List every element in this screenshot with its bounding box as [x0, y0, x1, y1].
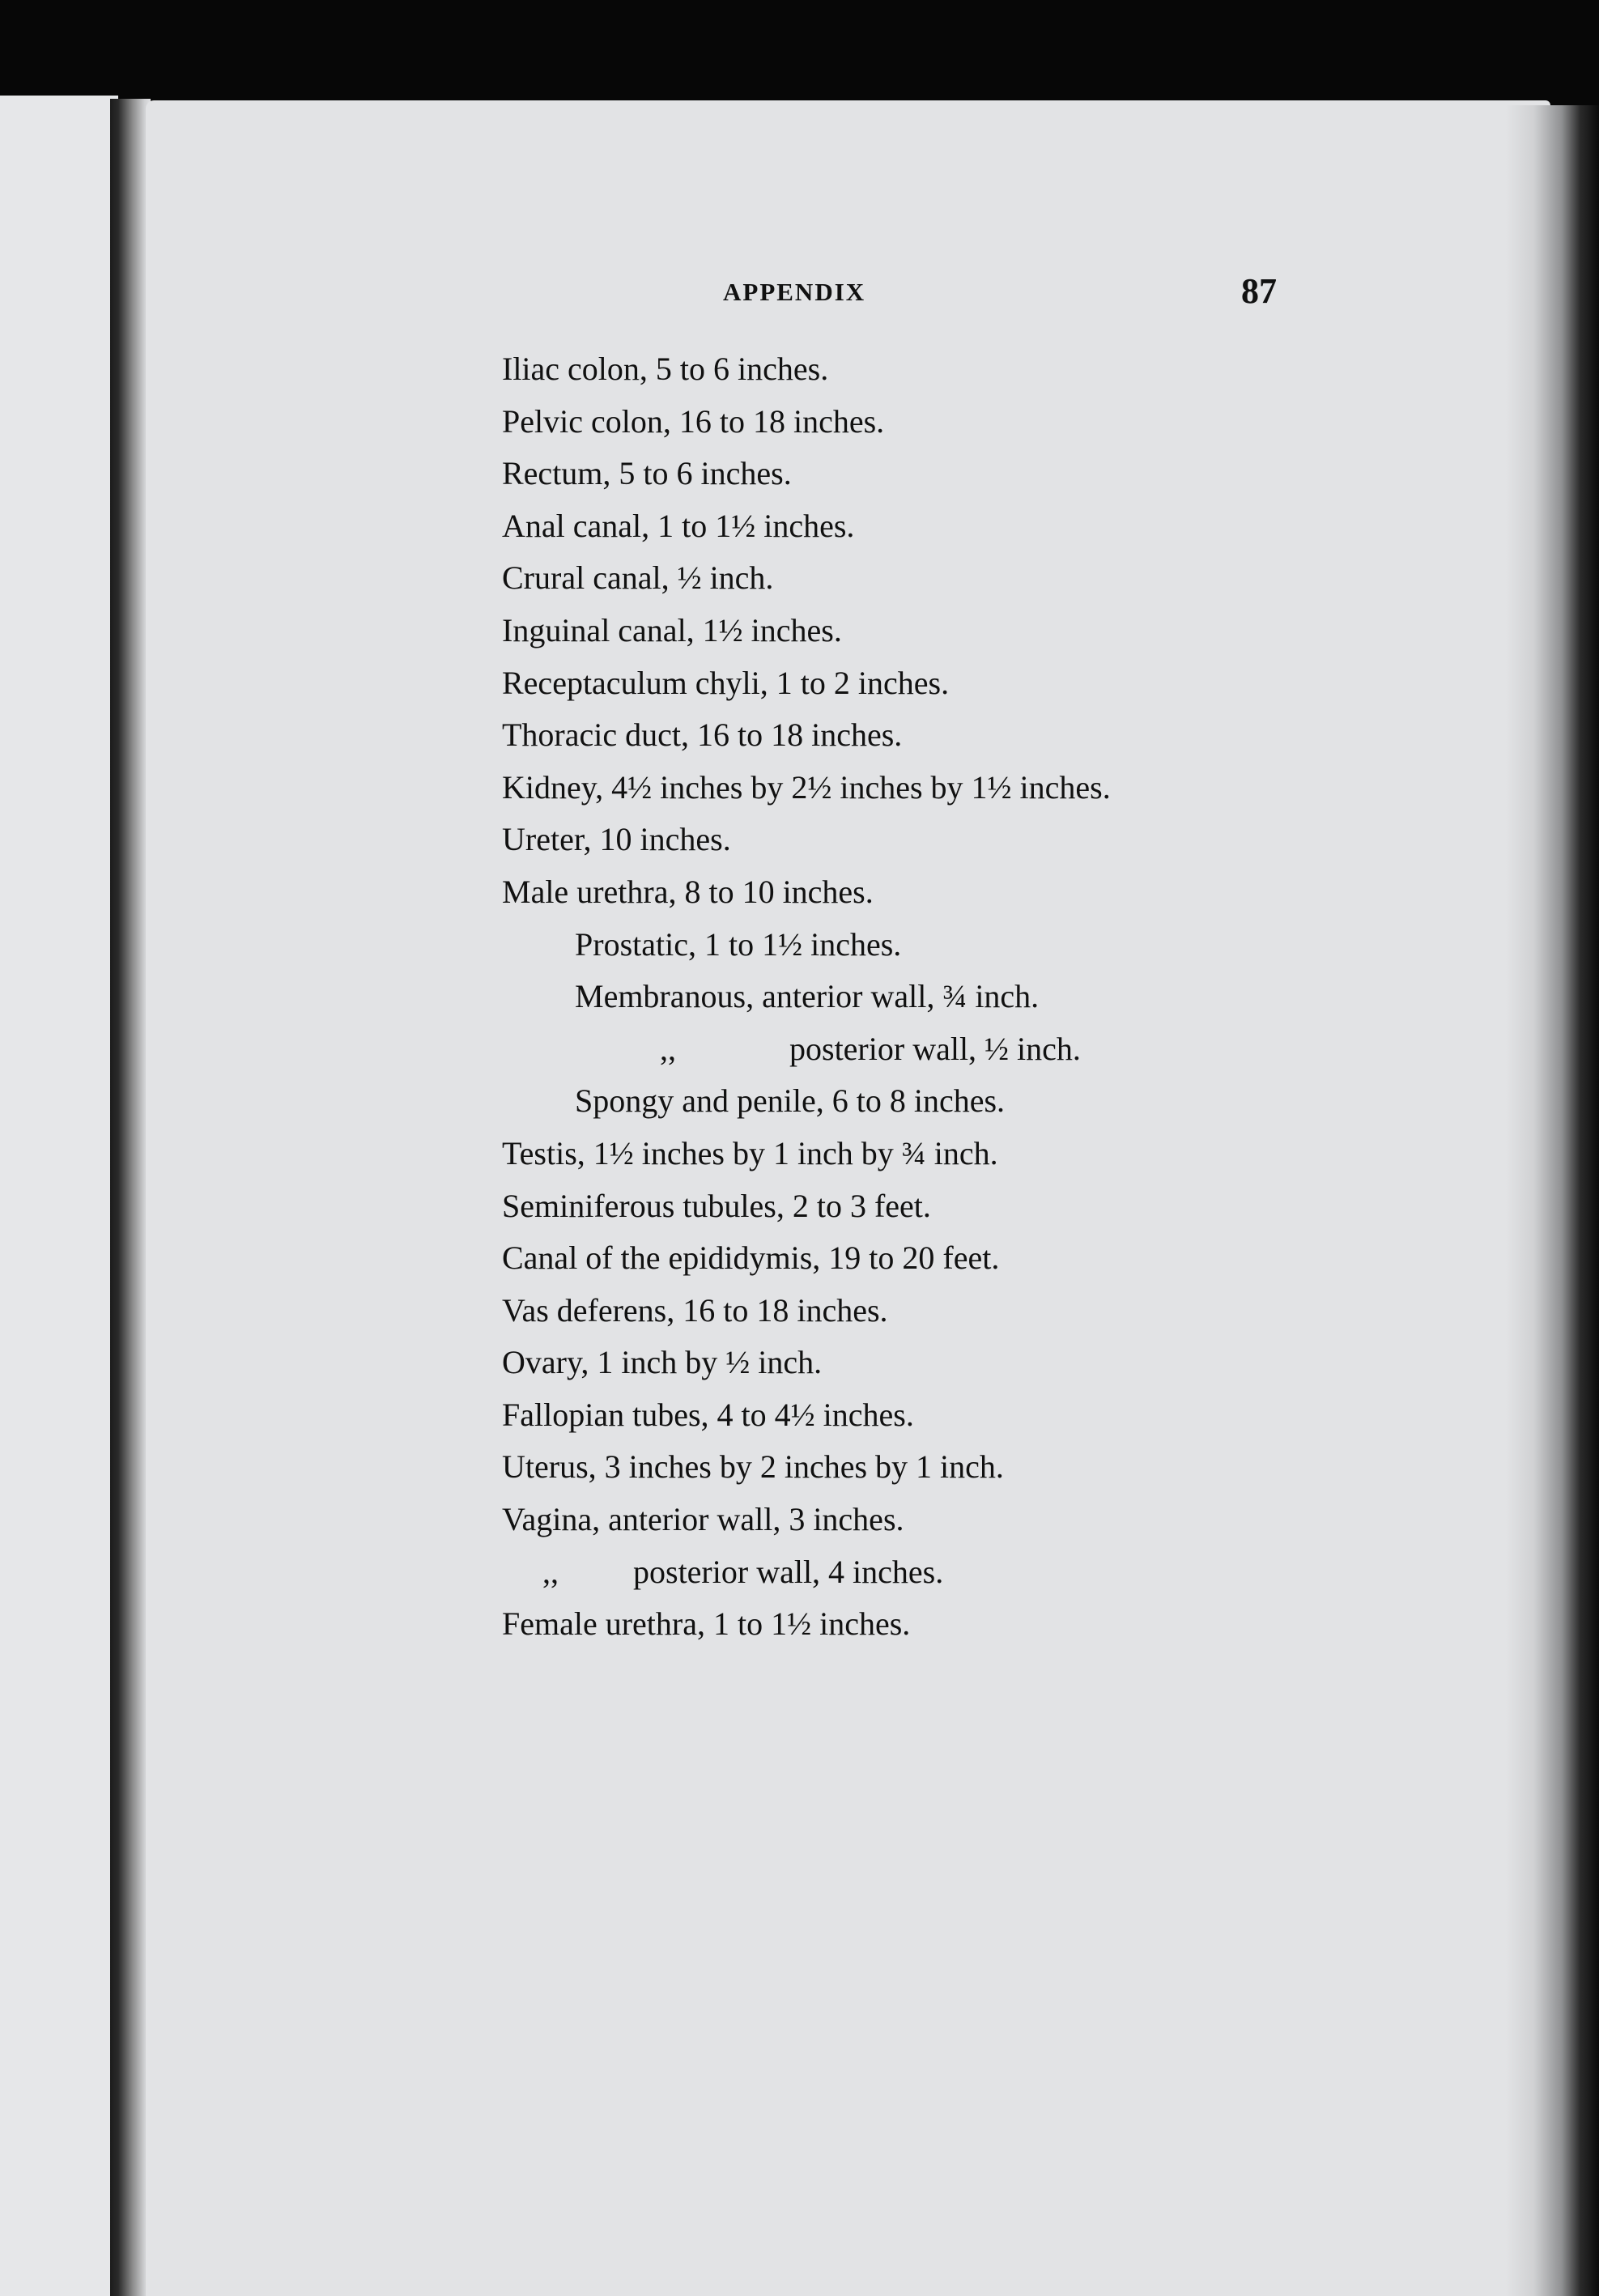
list-item: Anal canal, 1 to 1½ inches.	[502, 507, 855, 544]
list-subitem-ditto	[502, 1023, 1498, 1076]
left-page-edge	[0, 96, 118, 2296]
list-item: Fallopian tubes, 4 to 4½ inches.	[502, 1396, 914, 1433]
list-item: Uterus, 3 inches by 2 inches by 1 inch.	[502, 1448, 1004, 1486]
list-subitem: Membranous, anterior wall, ¾ inch.	[575, 978, 1040, 1015]
list-item: Kidney, 4½ inches by 2½ inches by 1½ inches.	[502, 768, 1111, 806]
running-head: APPENDIX	[723, 278, 866, 306]
list-item: Rectum, 5 to 6 inches.	[502, 455, 792, 492]
list-item: Thoracic duct, 16 to 18 inches.	[502, 716, 903, 754]
list-subitem-ditto	[502, 1546, 1498, 1599]
list-item: Receptaculum chyli, 1 to 2 inches.	[502, 664, 950, 701]
list-subitem: Prostatic, 1 to 1½ inches.	[575, 925, 902, 963]
list-item: Vagina, anterior wall, 3 inches.	[502, 1501, 904, 1538]
list-item: Canal of the epididymis, 19 to 20 feet.	[502, 1239, 1000, 1277]
list-item: Male urethra, 8 to 10 inches.	[502, 873, 874, 910]
scan-background	[0, 0, 1599, 105]
ditto-mark: ,,	[542, 1553, 559, 1590]
list-item: Ureter, 10 inches.	[502, 821, 731, 858]
list-item: Iliac colon, 5 to 6 inches.	[502, 351, 829, 387]
ditto-mark: ,,	[660, 1030, 676, 1067]
list-item: Crural canal, ½ inch.	[502, 559, 774, 597]
measurement-list	[502, 343, 1498, 1651]
list-item: Vas deferens, 16 to 18 inches.	[502, 1291, 888, 1329]
list-item: Female urethra, 1 to 1½ inches.	[502, 1605, 911, 1643]
page-number: 87	[1241, 271, 1277, 311]
list-item: Inguinal canal, 1½ inches.	[502, 611, 842, 648]
list-item: Ovary, 1 inch by ½ inch.	[502, 1344, 823, 1381]
list-subitem-text: posterior wall, ½ inch.	[789, 1030, 1081, 1067]
list-subitem: Spongy and penile, 6 to 8 inches.	[575, 1082, 1006, 1120]
list-subitem-text: posterior wall, 4 inches.	[633, 1553, 944, 1590]
page-right-edge	[1506, 105, 1599, 2296]
book-gutter	[110, 99, 151, 2296]
list-item: Pelvic colon, 16 to 18 inches.	[502, 402, 885, 440]
list-item: Testis, 1½ inches by 1 inch by ¾ inch.	[502, 1134, 998, 1171]
list-item: Seminiferous tubules, 2 to 3 feet.	[502, 1187, 931, 1224]
